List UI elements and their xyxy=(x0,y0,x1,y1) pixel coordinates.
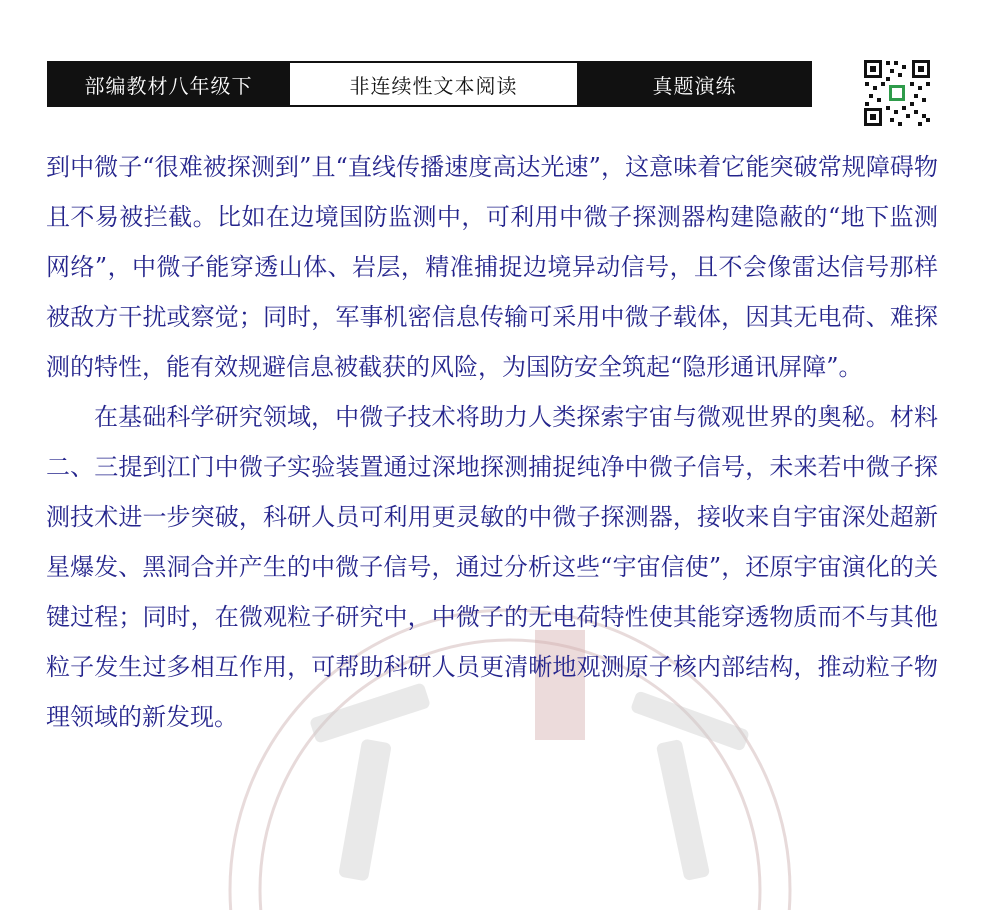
header-topic-label: 非连续性文本阅读 xyxy=(288,63,579,105)
header-bar xyxy=(47,61,812,107)
header-textbook-label: 部编教材八年级下 xyxy=(49,63,288,105)
header-section-label: 真题演练 xyxy=(579,63,810,105)
qr-code-icon xyxy=(862,58,932,128)
paragraph-national-defense: 到中微子“很难被探测到”且“直线传播速度高达光速”，这意味着它能突破常规障碍物且不易被拦截。比如在边境国防监测中，可利用中微子探测器构建隐蔽的“地下监测网络”，中微子能穿透山体、岩层，精准捕捉边境异动信号，且不会像雷达信号那样被敌方干扰或察觉；同时，军事机密信息传输可采用中微子载体，因其无电荷、难探测的特性，能有效规避信息被截获的风险，为国防安全筑起“隐形通讯屏障”。 xyxy=(46,153,938,381)
paragraph-basic-science: 在基础科学研究领域，中微子技术将助力人类探索宇宙与微观世界的奥秘。材料二、三提到江门中微子实验装置通过深地探测捕捉纯净中微子信号，未来若中微子探测技术进一步突破，科研人员可利用更灵敏的中微子探测器，接收来自宇宙深处超新星爆发、黑洞合并产生的中微子信号，通过分析这些“宇宙信使”，还原宇宙演化的关键过程；同时，在微观粒子研究中，中微子的无电荷特性使其能穿透物质而不与其他粒子发生过多相互作用，可帮助科研人员更清晰地观测原子核内部结构，推动粒子物理领域的新发现。 xyxy=(46,403,938,731)
article-body xyxy=(46,142,938,742)
